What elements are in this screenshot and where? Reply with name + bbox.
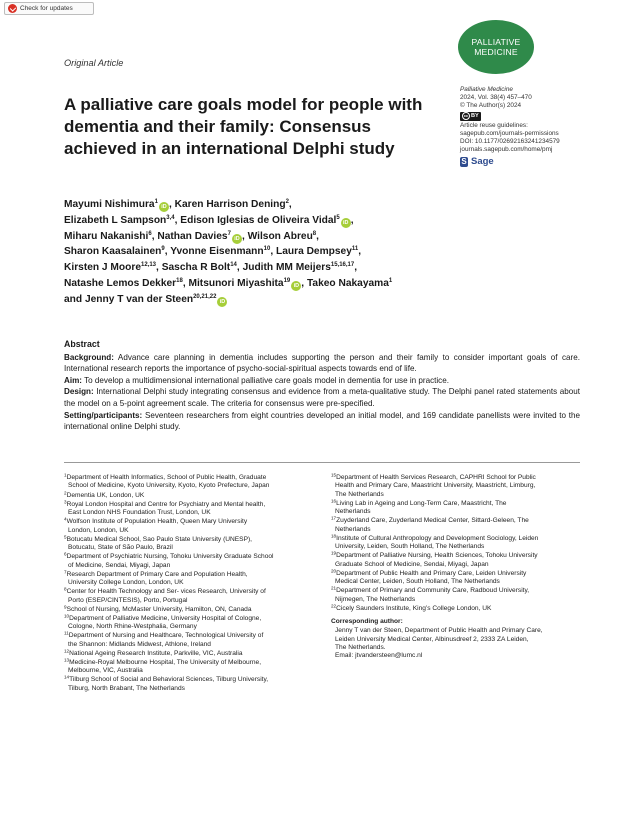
affiliation-text: University College London, London, UK	[68, 579, 184, 586]
affiliation-number: 4	[64, 516, 67, 522]
affiliation-text: Dementia UK, London, UK	[66, 491, 145, 499]
affiliation-item	[331, 605, 585, 613]
affiliation-line	[64, 606, 318, 614]
author-affiliation-number: 1	[388, 277, 393, 284]
affiliation-number: 21	[331, 585, 337, 591]
author-affiliation-number: 9	[161, 246, 165, 253]
author-affiliation-number: 6	[148, 230, 152, 237]
affiliation-number: 8	[64, 586, 67, 592]
affiliation-line	[64, 536, 318, 544]
affiliation-text: Department of Palliative Nursing, Health Sciences, Tohoku University	[336, 552, 538, 560]
affiliation-text: Research Department of Primary Care and Population Health,	[66, 570, 248, 578]
affiliation-line	[331, 517, 585, 525]
affiliation-line	[64, 527, 318, 535]
abstract	[64, 339, 580, 433]
affiliations-right-list	[331, 474, 585, 613]
affiliation-text: Department of Health Services Research, CAPHRI School for Public	[336, 474, 536, 481]
author-name: Kirsten J Moore	[64, 262, 141, 274]
publisher-logo	[460, 157, 620, 167]
author-name: Yvonne Eisenmann	[170, 246, 264, 258]
corresponding-heading: Corresponding author:	[331, 618, 403, 626]
affiliation-text: Department of Nursing and Healthcare, Technological University of	[68, 632, 264, 640]
corresponding-email[interactable]: Email: jtvandersteen@lumc.nl	[335, 652, 423, 660]
affiliation-number: 20	[331, 568, 337, 574]
affiliation-line	[331, 543, 585, 551]
affiliation-line	[331, 535, 585, 543]
affiliation-number: 10	[64, 613, 70, 619]
affiliation-number: 17	[331, 515, 337, 521]
author-separator: ,	[288, 199, 292, 210]
affiliation-item	[64, 676, 318, 693]
article-title: A palliative care goals model for people with dementia and their family: Consensus achieved in an international Delphi study	[64, 95, 423, 158]
aim-label: Aim:	[64, 375, 82, 385]
aim-text: To develop a multidimensional international palliative care goals model in dementia for use in practice.	[84, 375, 449, 385]
journal-link[interactable]: journals.sagepub.com/home/pmj	[460, 146, 553, 154]
affiliation-text: Tilburg School of Social and Behavioral Sciences, Tilburg University,	[69, 676, 269, 684]
orcid-icon[interactable]: iD	[341, 218, 351, 228]
author-affiliation-number: 11	[351, 246, 359, 253]
abstract-background	[64, 352, 580, 375]
check-for-updates-label: Check for updates	[20, 5, 73, 12]
affiliation-number: 6	[64, 551, 67, 557]
affiliation-text: Botucatu, State of São Paulo, Brazil	[68, 544, 173, 551]
journal-volume: 2024, Vol. 38(4) 457–470	[460, 94, 532, 102]
author-line: Sharon Kaasalainen$^9$, Yvonne Eisenmann$^{10}$, Laura Dempsey$^{11}$,	[64, 246, 362, 258]
affiliation-number: 12	[64, 648, 70, 654]
corresponding-author	[331, 618, 585, 661]
author-name: Sharon Kaasalainen	[64, 246, 162, 258]
abstract-design	[64, 386, 580, 409]
affiliations-right	[331, 474, 585, 661]
affiliation-item	[331, 535, 585, 552]
author-name: Miharu Nakanishi	[64, 230, 149, 242]
affiliation-line	[64, 632, 318, 640]
journal-name: Palliative Medicine	[460, 86, 513, 93]
affiliation-text: Zuyderland Care, Zuyderland Medical Center, Sittard-Geleen, The	[336, 517, 529, 525]
author-list	[64, 197, 454, 308]
author-line: Miharu Nakanishi$^6$, Nathan Davies$^7$iD , Wilson Abreu$^8$,	[64, 230, 319, 242]
affiliation-line	[64, 474, 318, 482]
affiliation-item	[331, 552, 585, 569]
affiliation-line	[331, 552, 585, 560]
affiliation-number: 18	[331, 533, 337, 539]
author-separator: ,	[358, 246, 362, 258]
cc-label: BY	[471, 113, 479, 119]
abstract-setting	[64, 410, 580, 433]
affiliation-text: Botucatu Medical School, Sao Paulo State University (UNESP),	[66, 535, 253, 543]
setting-label: Setting/participants:	[64, 410, 143, 420]
affiliation-item	[331, 517, 585, 534]
affiliation-text: Medicine-Royal Melbourne Hospital, The University of Melbourne,	[69, 658, 262, 666]
logo-line-1: PALLIATIVE	[471, 37, 521, 47]
affiliation-text: Department of Palliative Medicine, University Hospital of Cologne,	[69, 614, 262, 622]
check-icon	[8, 4, 17, 13]
affiliation-text: Nijmegen, The Netherlands	[335, 595, 416, 603]
journal-meta	[460, 86, 620, 167]
affiliation-text: Royal London Hospital and Centre for Psychiatry and Mental health,	[66, 500, 266, 508]
orcid-icon[interactable]: iD	[159, 202, 169, 212]
affiliation-line	[64, 492, 318, 500]
author-affiliation-number: 2	[285, 199, 289, 205]
affiliation-line	[64, 685, 318, 693]
affiliations-left	[64, 474, 318, 694]
affiliation-item	[331, 474, 585, 499]
sage-icon: S	[461, 157, 467, 167]
affiliation-number: 19	[331, 550, 337, 556]
author-affiliation-number: 14	[230, 262, 237, 269]
affiliation-item	[64, 606, 318, 614]
affiliation-text: London, London, UK	[68, 526, 129, 534]
author-separator: ,	[316, 230, 319, 242]
affiliation-number: 15	[331, 472, 337, 478]
affiliation-item	[64, 632, 318, 649]
affiliation-text: Department of Health Informatics, School of Public Health, Graduate	[66, 474, 267, 481]
affiliation-item	[64, 571, 318, 588]
affiliation-line	[331, 500, 585, 508]
affiliation-item	[331, 587, 585, 604]
author-affiliation-number: 12,13	[141, 262, 157, 269]
affiliation-line	[64, 482, 318, 490]
affiliation-item	[64, 501, 318, 518]
affiliation-line	[64, 623, 318, 631]
cc-circle-icon: cc	[463, 113, 469, 119]
author-name: Laura Dempsey	[276, 246, 352, 258]
affiliation-text: University, Leiden, South Holland, The Netherlands	[335, 543, 485, 551]
author-line	[64, 292, 454, 308]
affiliation-text: The Netherlands	[335, 490, 384, 498]
affiliation-text: Porto (ESEP/CINTESIS), Porto, Portugal	[68, 596, 188, 604]
affiliation-line	[331, 570, 585, 578]
affiliation-text: Department of Public Health and Primary Care, Leiden University	[336, 569, 527, 577]
author-affiliation-number: 15,16,17	[330, 262, 355, 269]
author-name: Nathan Davies	[157, 230, 228, 242]
author-affiliation-number: 18	[176, 277, 183, 284]
cc-license-icon[interactable]	[460, 112, 481, 121]
affiliation-text: Center for Health Technology and Ser- vices Research, University of	[66, 588, 266, 596]
orcid-icon[interactable]: iD	[217, 297, 227, 307]
affiliation-item	[64, 650, 318, 658]
affiliation-line	[64, 588, 318, 596]
author-name: Mayumi Nishimura	[64, 199, 155, 210]
author-line: Natashe Lemos Dekker$^{18}$, Mitsunori Miyashita$^{19}$iD , Takeo Nakayama$^1$	[64, 277, 393, 289]
affiliation-line	[331, 596, 585, 604]
affiliation-item	[64, 615, 318, 632]
affiliation-number: 13	[64, 657, 70, 663]
setting-text: Seventeen researchers from eight countries developed an initial model, and 169 candidate panellists were invited to the international online Delphi study.	[64, 410, 580, 432]
affiliation-text: School of Nursing, McMaster University, Hamilton, ON, Canada	[66, 605, 252, 613]
author-separator: ,	[354, 262, 358, 274]
abstract-heading: Abstract	[64, 339, 100, 349]
design-text: International Delphi study integrating consensus and evidence from a meta-qualitative study. The Delphi panel rated statements about the model on a 5-point agreement scale. The criteria for consensus were pre-specified.	[64, 387, 580, 408]
corresponding-line: Jenny T van der Steen, Department of Public Health and Primary Care,	[335, 627, 543, 635]
affiliation-line	[64, 667, 318, 675]
affiliation-item	[331, 570, 585, 587]
affiliation-line	[64, 501, 318, 509]
affiliation-number: 5	[64, 534, 67, 540]
affiliation-text: of Medicine, Sendai, Miyagi, Japan	[68, 561, 171, 569]
affiliation-line	[331, 605, 585, 613]
affiliation-text: Netherlands	[335, 508, 371, 516]
affiliation-line	[64, 544, 318, 552]
affiliation-text: Melbourne, VIC, Australia	[68, 667, 143, 675]
affiliation-line	[331, 482, 585, 490]
author-name: Mitsunori Miyashita	[188, 277, 284, 289]
affiliation-line	[64, 597, 318, 605]
reuse-guidelines-label: Article reuse guidelines:	[460, 121, 528, 129]
affiliation-number: 7	[64, 569, 67, 575]
affiliation-number: 22	[331, 603, 337, 609]
affiliation-item	[64, 659, 318, 676]
affiliation-item	[64, 492, 318, 500]
affiliation-text: National Ageing Research Institute, Parkville, VIC, Australia	[69, 649, 243, 657]
author-affiliation-number: 3,4	[166, 214, 175, 221]
affiliation-line	[331, 491, 585, 499]
affiliation-text: Health and Primary Care, Maastricht University, Maastricht, Limburg,	[335, 482, 536, 490]
affiliation-line	[331, 526, 585, 534]
affiliation-item	[64, 553, 318, 570]
author-name: Natashe Lemos Dekker	[64, 277, 177, 289]
affiliation-line	[331, 587, 585, 595]
author-affiliation-number: 20,21,22	[193, 293, 217, 300]
orcid-icon[interactable]: iD	[291, 281, 301, 291]
corresponding-line: The Netherlands.	[335, 644, 386, 652]
affiliation-number: 11	[64, 630, 69, 636]
affiliation-line	[64, 676, 318, 684]
affiliation-line	[64, 615, 318, 623]
author-affiliation-number: 1	[154, 199, 158, 205]
author-affiliation-number: 10	[263, 246, 271, 253]
corresponding-line: Leiden University Medical Center, Albinusdreef 2, 2333 ZA Leiden,	[335, 635, 529, 643]
author-affiliation-number: 19	[283, 277, 291, 284]
publisher-name: Sage	[471, 156, 494, 168]
affiliation-text: Tilburg, North Brabant, The Netherlands	[68, 684, 185, 692]
affiliation-line	[331, 561, 585, 569]
author-name: Takeo Nakayama	[306, 277, 389, 289]
background-label: Background:	[64, 352, 114, 362]
affiliation-item	[64, 518, 318, 535]
author-name: Sascha R Bolt	[161, 262, 231, 274]
affiliation-text: Wolfson Institute of Population Health, Queen Mary University	[66, 518, 248, 526]
journal-logo	[458, 20, 534, 74]
affiliation-item	[64, 474, 318, 491]
check-for-updates-badge[interactable]	[4, 2, 94, 15]
author-separator: ,	[350, 214, 354, 226]
affiliation-line	[64, 641, 318, 649]
author-affiliation-number: 7	[227, 230, 231, 237]
affiliation-text: Graduate School of Medicine, Sendai, Miyagi, Japan	[335, 560, 489, 568]
affiliation-item	[331, 500, 585, 517]
affiliation-number: 16	[331, 498, 337, 504]
affiliation-line	[64, 659, 318, 667]
affiliation-number: 1	[64, 472, 67, 478]
affiliation-text: Cicely Saunders Institute, King’s College London, UK	[336, 604, 492, 612]
affiliation-text: East London NHS Foundation Trust, London, UK	[68, 509, 211, 516]
logo-line-2: MEDICINE	[474, 47, 518, 57]
background-text: Advance care planning in dementia includes supporting the person and their family to consider important goals of care. International research reports the importance of psycho-social-spiritual aspects towards end of life.	[64, 352, 580, 374]
affiliation-text: Netherlands	[335, 525, 371, 533]
author-line: Mayumi Nishimura$^1$iD , Karen Harrison Dening$^2$,	[64, 199, 292, 210]
author-affiliation-number: 8	[312, 230, 317, 237]
copyright: © The Author(s) 2024	[460, 102, 522, 110]
reuse-guidelines-link[interactable]: sagepub.com/journals-permissions	[460, 129, 559, 137]
doi[interactable]: DOI: 10.1177/02692163241234579	[460, 138, 560, 146]
affiliation-number: 9	[64, 604, 67, 610]
affiliation-item	[64, 588, 318, 605]
affiliation-text: Medical Center, Leiden, South Holland, The Netherlands	[335, 578, 500, 586]
section-divider	[64, 462, 580, 463]
affiliation-line	[64, 518, 318, 526]
affiliation-line	[331, 474, 585, 482]
affiliation-text: Living Lab in Ageing and Long-Term Care, Maastricht, The	[336, 499, 507, 507]
affiliation-line	[64, 579, 318, 587]
author-name: Wilson Abreu	[247, 230, 313, 242]
affiliation-line	[64, 571, 318, 579]
author-line: Elizabeth L Sampson$^{3,4}$, Edison Iglesias de Oliveira Vidal$^5$iD ,	[64, 214, 354, 226]
orcid-icon[interactable]: iD	[232, 234, 242, 244]
author-name: Karen Harrison Dening	[174, 199, 286, 210]
affiliation-line	[331, 578, 585, 586]
affiliation-text: School of Medicine, Kyoto University, Kyoto, Kyoto Prefecture, Japan	[68, 482, 270, 490]
author-name: and Jenny T van der Steen	[64, 293, 194, 305]
author-affiliation-number: 5	[336, 214, 340, 221]
article-type: Original Article	[64, 58, 124, 68]
affiliation-item	[64, 536, 318, 553]
affiliation-line	[64, 650, 318, 658]
author-name: Judith MM Meijers	[242, 262, 331, 274]
affiliation-text: Cologne, North Rhine-Westphalia, Germany	[68, 623, 197, 631]
affiliation-line	[64, 553, 318, 561]
affiliation-text: Institute of Cultural Anthropology and Development Sociology, Leiden	[336, 534, 539, 542]
affiliation-text: Department of Psychiatric Nursing, Tohoku University Graduate School	[66, 553, 274, 561]
affiliation-text: Department of Primary and Community Care, Radboud University,	[336, 587, 530, 595]
author-name: Edison Iglesias de Oliveira Vidal	[180, 214, 337, 226]
affiliation-number: 14	[64, 674, 70, 680]
affiliation-number: 2	[64, 490, 67, 495]
affiliation-line	[331, 508, 585, 516]
affiliation-line	[64, 562, 318, 570]
affiliation-line	[64, 509, 318, 517]
affiliation-text: the Shannon: Midlands Midwest, Athlone, Ireland	[68, 640, 211, 648]
abstract-aim	[64, 375, 580, 387]
affiliation-number: 3	[64, 499, 67, 505]
author-name: Elizabeth L Sampson	[64, 214, 167, 226]
design-label: Design:	[64, 387, 94, 397]
author-line: Kirsten J Moore$^{12,13}$, Sascha R Bolt$^{14}$, Judith MM Meijers$^{15,16,17}$,	[64, 262, 358, 274]
